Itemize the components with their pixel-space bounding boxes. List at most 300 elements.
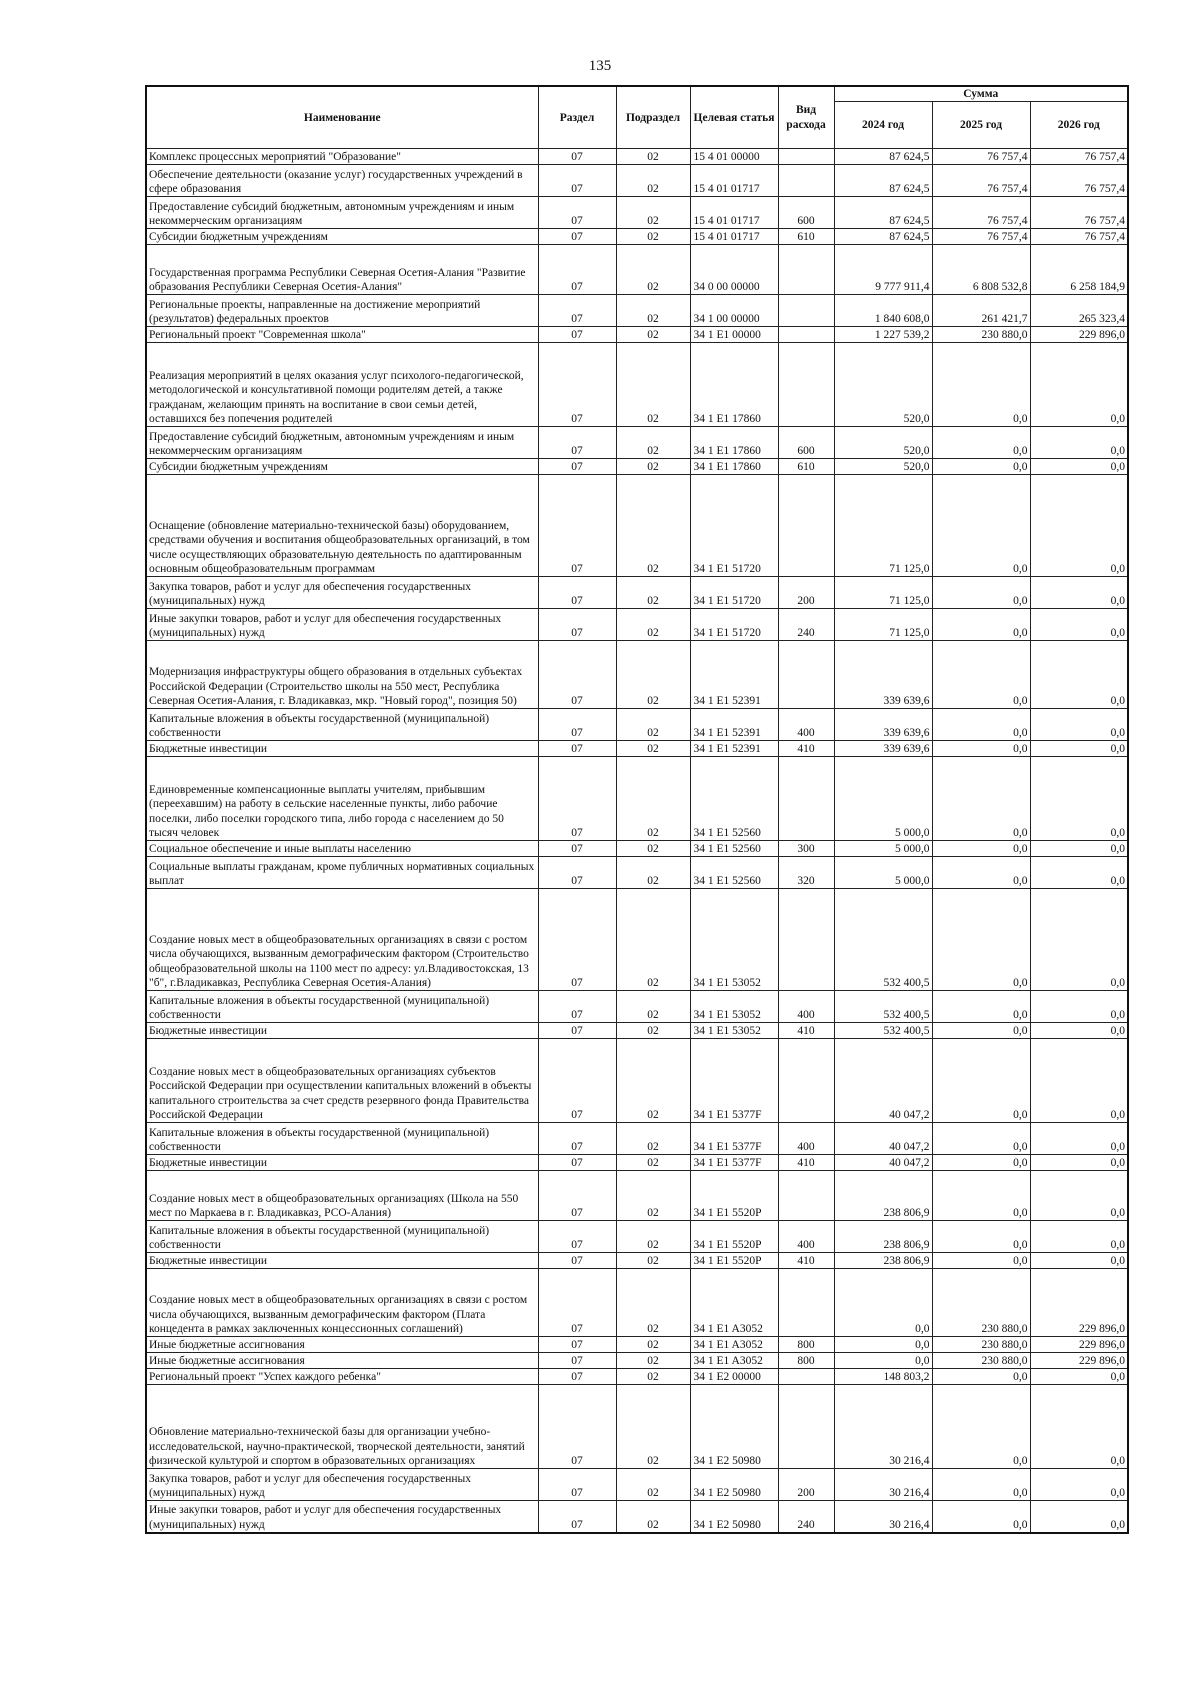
row-2024: 5 000,0 [834, 757, 932, 841]
row-subsection: 02 [616, 1337, 690, 1353]
row-section: 07 [538, 741, 616, 757]
table-row [146, 459, 1128, 475]
row-expense-type: 240 [778, 609, 834, 641]
row-expense-type [778, 1385, 834, 1469]
row-2024: 520,0 [834, 459, 932, 475]
row-2025: 0,0 [932, 741, 1030, 757]
row-target: 34 1 E1 A3052 [690, 1269, 778, 1337]
row-subsection: 02 [616, 1501, 690, 1533]
row-section: 07 [538, 709, 616, 741]
header-subsection: Подраздел [616, 86, 690, 149]
row-subsection: 02 [616, 1023, 690, 1039]
header-target: Целевая статья [690, 86, 778, 149]
row-subsection: 02 [616, 475, 690, 577]
row-2024: 87 624,5 [834, 165, 932, 197]
row-2026: 6 258 184,9 [1030, 245, 1128, 295]
row-target: 34 1 E2 50980 [690, 1501, 778, 1533]
row-section: 07 [538, 841, 616, 857]
row-2025: 0,0 [932, 1469, 1030, 1501]
row-expense-type [778, 149, 834, 165]
row-expense-type [778, 295, 834, 327]
row-expense-type [778, 889, 834, 991]
row-expense-type [778, 327, 834, 343]
row-2024: 238 806,9 [834, 1221, 932, 1253]
row-section: 07 [538, 165, 616, 197]
row-subsection: 02 [616, 841, 690, 857]
table-row [146, 841, 1128, 857]
row-subsection: 02 [616, 1269, 690, 1337]
row-2026: 0,0 [1030, 1369, 1128, 1385]
row-expense-type: 410 [778, 741, 834, 757]
row-2025: 0,0 [932, 609, 1030, 641]
row-2024: 148 803,2 [834, 1369, 932, 1385]
row-subsection: 02 [616, 165, 690, 197]
row-2026: 0,0 [1030, 841, 1128, 857]
table-row [146, 577, 1128, 609]
row-target: 34 1 E1 53052 [690, 991, 778, 1023]
row-2025: 0,0 [932, 1023, 1030, 1039]
row-expense-type: 300 [778, 841, 834, 857]
row-2025: 76 757,4 [932, 149, 1030, 165]
row-section: 07 [538, 757, 616, 841]
table-row [146, 1337, 1128, 1353]
row-2025: 0,0 [932, 427, 1030, 459]
table-row [146, 1221, 1128, 1253]
row-target: 34 1 E1 A3052 [690, 1337, 778, 1353]
row-target: 34 1 E2 50980 [690, 1385, 778, 1469]
budget-table-wrapper [145, 85, 1127, 1534]
row-2024: 40 047,2 [834, 1155, 932, 1171]
row-expense-type [778, 343, 834, 427]
header-section: Раздел [538, 86, 616, 149]
row-2025: 76 757,4 [932, 165, 1030, 197]
row-subsection: 02 [616, 1123, 690, 1155]
row-2024: 0,0 [834, 1269, 932, 1337]
row-target: 34 1 E1 5520P [690, 1221, 778, 1253]
row-2025: 230 880,0 [932, 1269, 1030, 1337]
row-2026: 229 896,0 [1030, 1269, 1128, 1337]
row-name: Иные бюджетные ассигнования [146, 1353, 538, 1369]
row-subsection: 02 [616, 459, 690, 475]
row-name: Создание новых мест в общеобразовательных организациях (Школа на 550 мест по Маркаева в г. Владикавказ, РСО-Алания) [146, 1171, 538, 1221]
row-expense-type: 200 [778, 1469, 834, 1501]
table-row [146, 857, 1128, 889]
row-2026: 76 757,4 [1030, 165, 1128, 197]
row-section: 07 [538, 1023, 616, 1039]
row-section: 07 [538, 229, 616, 245]
row-2026: 0,0 [1030, 577, 1128, 609]
header-expense-type: Вид расхода [778, 86, 834, 149]
row-2024: 520,0 [834, 343, 932, 427]
row-2024: 9 777 911,4 [834, 245, 932, 295]
row-2025: 0,0 [932, 1039, 1030, 1123]
table-row [146, 229, 1128, 245]
row-name: Комплекс процессных мероприятий "Образование" [146, 149, 538, 165]
row-name: Государственная программа Республики Северная Осетия-Алания "Развитие образования Республики Северная Осетия-Алания" [146, 245, 538, 295]
row-2026: 0,0 [1030, 1469, 1128, 1501]
row-2026: 0,0 [1030, 641, 1128, 709]
row-section: 07 [538, 245, 616, 295]
row-subsection: 02 [616, 295, 690, 327]
row-2025: 0,0 [932, 343, 1030, 427]
row-2024: 0,0 [834, 1337, 932, 1353]
row-2025: 0,0 [932, 1155, 1030, 1171]
row-2024: 87 624,5 [834, 229, 932, 245]
row-2026: 0,0 [1030, 427, 1128, 459]
row-2025: 0,0 [932, 1501, 1030, 1533]
row-target: 34 1 E1 53052 [690, 1023, 778, 1039]
row-2025: 0,0 [932, 841, 1030, 857]
row-name: Иные закупки товаров, работ и услуг для обеспечения государственных (муниципальных) нужд [146, 609, 538, 641]
row-target: 34 1 E1 17860 [690, 459, 778, 475]
row-2025: 0,0 [932, 857, 1030, 889]
row-expense-type: 400 [778, 709, 834, 741]
table-row [146, 1039, 1128, 1123]
row-expense-type [778, 1269, 834, 1337]
row-subsection: 02 [616, 577, 690, 609]
row-target: 34 1 E1 52560 [690, 757, 778, 841]
row-section: 07 [538, 889, 616, 991]
table-row [146, 149, 1128, 165]
row-target: 34 1 E1 5377F [690, 1039, 778, 1123]
row-2025: 0,0 [932, 475, 1030, 577]
page-number: 135 [588, 58, 612, 74]
row-expense-type: 610 [778, 229, 834, 245]
row-2024: 5 000,0 [834, 841, 932, 857]
row-subsection: 02 [616, 327, 690, 343]
table-row [146, 1353, 1128, 1369]
row-2025: 0,0 [932, 459, 1030, 475]
row-target: 34 1 E1 52560 [690, 841, 778, 857]
row-section: 07 [538, 343, 616, 427]
table-row [146, 757, 1128, 841]
row-2025: 76 757,4 [932, 229, 1030, 245]
row-subsection: 02 [616, 1353, 690, 1369]
row-section: 07 [538, 609, 616, 641]
row-section: 07 [538, 857, 616, 889]
row-2024: 238 806,9 [834, 1253, 932, 1269]
row-section: 07 [538, 1501, 616, 1533]
table-row [146, 1469, 1128, 1501]
row-name: Создание новых мест в общеобразовательных организациях в связи с ростом числа обучающихся, вызванным демографическим фактором (Плата концедента в рамках заключенных концессионных соглашений) [146, 1269, 538, 1337]
row-target: 34 0 00 00000 [690, 245, 778, 295]
row-section: 07 [538, 197, 616, 229]
row-2024: 40 047,2 [834, 1039, 932, 1123]
row-2025: 76 757,4 [932, 197, 1030, 229]
table-row [146, 741, 1128, 757]
row-expense-type: 410 [778, 1155, 834, 1171]
row-2026: 0,0 [1030, 1253, 1128, 1269]
row-2024: 532 400,5 [834, 889, 932, 991]
budget-table [145, 85, 1129, 1534]
table-row [146, 641, 1128, 709]
row-2025: 230 880,0 [932, 1337, 1030, 1353]
header-2025: 2025 год [932, 102, 1030, 149]
row-target: 34 1 E1 5377F [690, 1155, 778, 1171]
table-row [146, 1269, 1128, 1337]
row-name: Иные бюджетные ассигнования [146, 1337, 538, 1353]
row-name: Оснащение (обновление материально-технической базы) оборудованием, средствами обучения и воспитания общеобразовательных организаций, в том числе осуществляющих образовательную деятельность по адаптированным основным общеобразовательным программам [146, 475, 538, 577]
row-name: Реализация мероприятий в целях оказания услуг психолого-педагогической, методологической и консультативной помощи родителям детей, а также гражданам, желающим принять на воспитание в свои семьи детей, оставшихся без попечения родителей [146, 343, 538, 427]
table-body [146, 149, 1128, 1533]
row-2026: 0,0 [1030, 1385, 1128, 1469]
row-expense-type: 410 [778, 1023, 834, 1039]
row-target: 34 1 E1 51720 [690, 609, 778, 641]
row-name: Создание новых мест в общеобразовательных организациях в связи с ростом числа обучающихся, вызванным демографическим фактором (Строительство общеобразовательной школы на 1100 мест по адресу: ул.Владивостокская, 13 "б", г.Владикавказ, Республика Северная Осетия-Алания) [146, 889, 538, 991]
row-2026: 0,0 [1030, 889, 1128, 991]
table-row [146, 1171, 1128, 1221]
row-subsection: 02 [616, 991, 690, 1023]
row-subsection: 02 [616, 343, 690, 427]
row-target: 34 1 E1 52391 [690, 641, 778, 709]
row-2026: 76 757,4 [1030, 229, 1128, 245]
row-target: 15 4 01 00000 [690, 149, 778, 165]
row-name: Социальные выплаты гражданам, кроме публичных нормативных социальных выплат [146, 857, 538, 889]
row-expense-type [778, 165, 834, 197]
row-name: Субсидии бюджетным учреждениям [146, 229, 538, 245]
row-subsection: 02 [616, 1385, 690, 1469]
row-target: 34 1 E1 5520P [690, 1253, 778, 1269]
row-expense-type [778, 641, 834, 709]
row-2025: 261 421,7 [932, 295, 1030, 327]
row-section: 07 [538, 1369, 616, 1385]
row-2026: 0,0 [1030, 857, 1128, 889]
header-sum: Сумма [834, 86, 1128, 102]
table-row [146, 343, 1128, 427]
row-2025: 0,0 [932, 641, 1030, 709]
row-2025: 0,0 [932, 1253, 1030, 1269]
row-2026: 0,0 [1030, 1123, 1128, 1155]
row-target: 34 1 E1 52560 [690, 857, 778, 889]
table-row [146, 475, 1128, 577]
row-2024: 87 624,5 [834, 149, 932, 165]
row-section: 07 [538, 1353, 616, 1369]
row-2026: 229 896,0 [1030, 1337, 1128, 1353]
row-expense-type [778, 245, 834, 295]
row-target: 15 4 01 01717 [690, 165, 778, 197]
row-name: Региональный проект "Успех каждого ребенка" [146, 1369, 538, 1385]
header-2024: 2024 год [834, 102, 932, 149]
row-expense-type [778, 757, 834, 841]
row-2026: 76 757,4 [1030, 149, 1128, 165]
row-name: Обеспечение деятельности (оказание услуг) государственных учреждений в сфере образования [146, 165, 538, 197]
row-section: 07 [538, 641, 616, 709]
row-subsection: 02 [616, 609, 690, 641]
row-section: 07 [538, 1469, 616, 1501]
row-expense-type: 240 [778, 1501, 834, 1533]
row-target: 34 1 E1 53052 [690, 889, 778, 991]
row-name: Капитальные вложения в объекты государственной (муниципальной) собственности [146, 1221, 538, 1253]
row-2024: 40 047,2 [834, 1123, 932, 1155]
row-name: Бюджетные инвестиции [146, 1155, 538, 1171]
table-row [146, 1155, 1128, 1171]
row-name: Бюджетные инвестиции [146, 1253, 538, 1269]
row-2024: 5 000,0 [834, 857, 932, 889]
row-target: 15 4 01 01717 [690, 197, 778, 229]
row-subsection: 02 [616, 857, 690, 889]
row-expense-type [778, 1039, 834, 1123]
table-row [146, 327, 1128, 343]
row-target: 34 1 E1 A3052 [690, 1353, 778, 1369]
row-target: 34 1 E1 5520P [690, 1171, 778, 1221]
table-row [146, 197, 1128, 229]
row-expense-type [778, 1171, 834, 1221]
row-target: 34 1 E2 00000 [690, 1369, 778, 1385]
row-expense-type: 800 [778, 1353, 834, 1369]
row-subsection: 02 [616, 427, 690, 459]
row-2025: 0,0 [932, 1171, 1030, 1221]
row-2024: 71 125,0 [834, 577, 932, 609]
row-2024: 30 216,4 [834, 1385, 932, 1469]
row-2026: 0,0 [1030, 991, 1128, 1023]
header-2026: 2026 год [1030, 102, 1128, 149]
row-2026: 0,0 [1030, 475, 1128, 577]
table-row [146, 1369, 1128, 1385]
row-section: 07 [538, 1221, 616, 1253]
row-2025: 0,0 [932, 991, 1030, 1023]
row-expense-type: 610 [778, 459, 834, 475]
table-row [146, 1253, 1128, 1269]
row-2024: 339 639,6 [834, 641, 932, 709]
row-2024: 520,0 [834, 427, 932, 459]
row-2024: 0,0 [834, 1353, 932, 1369]
row-2026: 0,0 [1030, 459, 1128, 475]
row-section: 07 [538, 327, 616, 343]
row-expense-type [778, 475, 834, 577]
row-name: Единовременные компенсационные выплаты учителям, прибывшим (переехавшим) на работу в сельские населенные пункты, либо рабочие поселки, либо поселки городского типа, либо города с населением до 50 тысяч человек [146, 757, 538, 841]
row-2026: 0,0 [1030, 741, 1128, 757]
row-2026: 0,0 [1030, 1023, 1128, 1039]
table-row [146, 709, 1128, 741]
row-subsection: 02 [616, 741, 690, 757]
row-subsection: 02 [616, 1469, 690, 1501]
row-2026: 0,0 [1030, 1155, 1128, 1171]
row-2025: 0,0 [932, 757, 1030, 841]
row-2024: 71 125,0 [834, 609, 932, 641]
row-section: 07 [538, 577, 616, 609]
row-2025: 0,0 [932, 577, 1030, 609]
row-2026: 0,0 [1030, 1039, 1128, 1123]
row-section: 07 [538, 1039, 616, 1123]
row-name: Создание новых мест в общеобразовательных организациях субъектов Российской Федерации при осуществлении капитальных вложений в объекты капитального строительства за счет средств резервного фонда Правительства Российской Федерации [146, 1039, 538, 1123]
row-2024: 71 125,0 [834, 475, 932, 577]
row-name: Предоставление субсидий бюджетным, автономным учреждениям и иным некоммерческим организациям [146, 197, 538, 229]
row-subsection: 02 [616, 197, 690, 229]
row-2024: 339 639,6 [834, 709, 932, 741]
row-subsection: 02 [616, 641, 690, 709]
row-2025: 6 808 532,8 [932, 245, 1030, 295]
row-expense-type: 600 [778, 427, 834, 459]
table-row [146, 991, 1128, 1023]
row-subsection: 02 [616, 1171, 690, 1221]
row-2026: 0,0 [1030, 1501, 1128, 1533]
row-expense-type: 200 [778, 577, 834, 609]
row-2026: 229 896,0 [1030, 327, 1128, 343]
row-section: 07 [538, 1385, 616, 1469]
table-row [146, 427, 1128, 459]
row-2024: 30 216,4 [834, 1501, 932, 1533]
row-2026: 265 323,4 [1030, 295, 1128, 327]
row-subsection: 02 [616, 229, 690, 245]
row-expense-type [778, 1369, 834, 1385]
row-name: Капитальные вложения в объекты государственной (муниципальной) собственности [146, 991, 538, 1023]
row-2025: 0,0 [932, 1221, 1030, 1253]
row-section: 07 [538, 1155, 616, 1171]
row-2026: 229 896,0 [1030, 1353, 1128, 1369]
row-2026: 0,0 [1030, 1171, 1128, 1221]
row-section: 07 [538, 295, 616, 327]
row-2024: 87 624,5 [834, 197, 932, 229]
row-name: Предоставление субсидий бюджетным, автономным учреждениям и иным некоммерческим организациям [146, 427, 538, 459]
row-target: 34 1 E1 52391 [690, 709, 778, 741]
row-name: Закупка товаров, работ и услуг для обеспечения государственных (муниципальных) нужд [146, 1469, 538, 1501]
row-2026: 0,0 [1030, 1221, 1128, 1253]
row-2025: 0,0 [932, 709, 1030, 741]
row-target: 34 1 E1 00000 [690, 327, 778, 343]
row-subsection: 02 [616, 709, 690, 741]
row-subsection: 02 [616, 1155, 690, 1171]
row-subsection: 02 [616, 1039, 690, 1123]
row-expense-type: 800 [778, 1337, 834, 1353]
row-2024: 30 216,4 [834, 1469, 932, 1501]
row-2025: 0,0 [932, 1369, 1030, 1385]
row-2024: 1 227 539,2 [834, 327, 932, 343]
row-2025: 0,0 [932, 1123, 1030, 1155]
row-name: Социальное обеспечение и иные выплаты населению [146, 841, 538, 857]
row-expense-type: 400 [778, 1221, 834, 1253]
header-name: Наименование [146, 86, 538, 149]
table-row [146, 1023, 1128, 1039]
row-section: 07 [538, 991, 616, 1023]
row-section: 07 [538, 459, 616, 475]
row-expense-type: 400 [778, 1123, 834, 1155]
table-row [146, 165, 1128, 197]
row-name: Субсидии бюджетным учреждениям [146, 459, 538, 475]
row-name: Капитальные вложения в объекты государственной (муниципальной) собственности [146, 709, 538, 741]
table-row [146, 245, 1128, 295]
row-name: Капитальные вложения в объекты государственной (муниципальной) собственности [146, 1123, 538, 1155]
row-2026: 0,0 [1030, 609, 1128, 641]
row-2025: 0,0 [932, 889, 1030, 991]
row-section: 07 [538, 1253, 616, 1269]
row-target: 34 1 E1 52391 [690, 741, 778, 757]
table-row [146, 889, 1128, 991]
row-section: 07 [538, 475, 616, 577]
row-target: 34 1 E1 51720 [690, 475, 778, 577]
row-2026: 0,0 [1030, 343, 1128, 427]
row-section: 07 [538, 1123, 616, 1155]
row-name: Бюджетные инвестиции [146, 741, 538, 757]
row-section: 07 [538, 1269, 616, 1337]
table-row [146, 1123, 1128, 1155]
row-subsection: 02 [616, 889, 690, 991]
row-subsection: 02 [616, 149, 690, 165]
row-name: Региональные проекты, направленные на достижение мероприятий (результатов) федеральных проектов [146, 295, 538, 327]
row-name: Обновление материально-технической базы для организации учебно-исследовательской, научно-практической, творческой деятельности, занятий физической культурой и спортом в образовательных организациях [146, 1385, 538, 1469]
row-2024: 339 639,6 [834, 741, 932, 757]
row-target: 34 1 E1 17860 [690, 343, 778, 427]
row-name: Закупка товаров, работ и услуг для обеспечения государственных (муниципальных) нужд [146, 577, 538, 609]
row-subsection: 02 [616, 1253, 690, 1269]
row-target: 15 4 01 01717 [690, 229, 778, 245]
row-section: 07 [538, 1337, 616, 1353]
row-2024: 238 806,9 [834, 1171, 932, 1221]
row-section: 07 [538, 1171, 616, 1221]
row-2025: 230 880,0 [932, 327, 1030, 343]
row-expense-type: 400 [778, 991, 834, 1023]
row-subsection: 02 [616, 1221, 690, 1253]
table-row [146, 609, 1128, 641]
